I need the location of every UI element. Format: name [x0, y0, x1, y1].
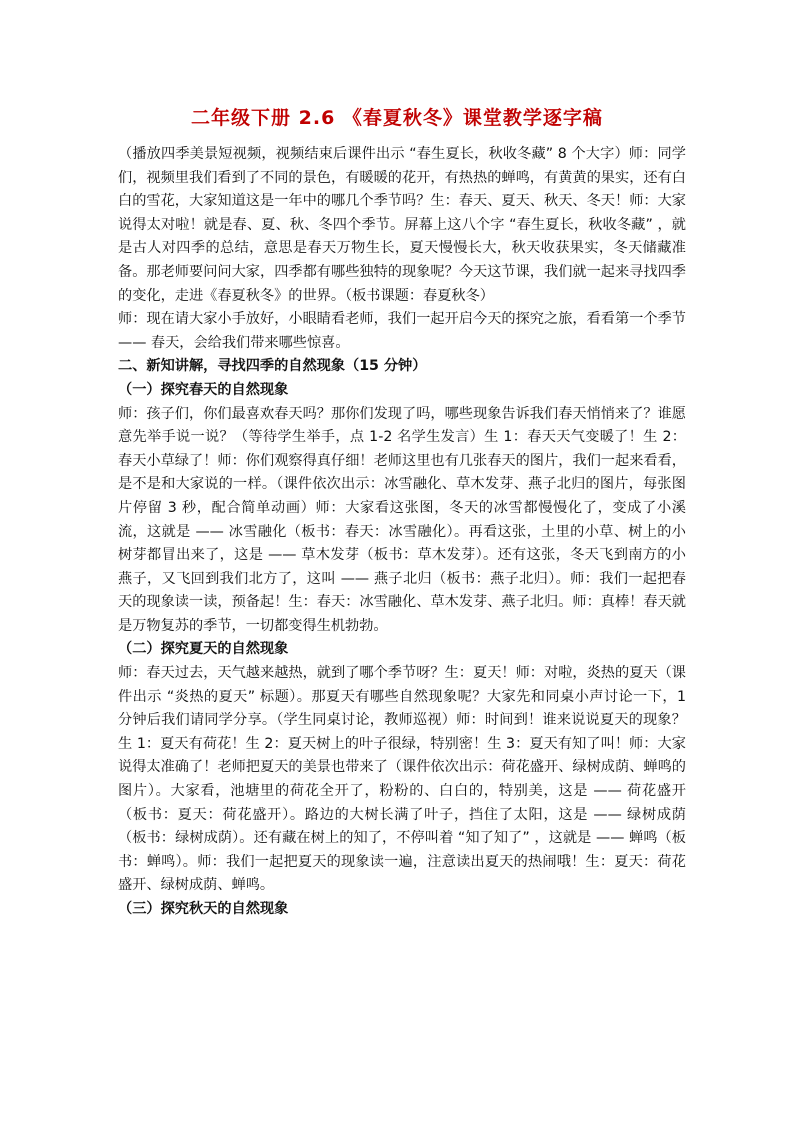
paragraph-spring: 师：孩子们，你们最喜欢春天吗？那你们发现了吗，哪些现象告诉我们春天悄悄来了？谁愿意先举手说一说？（等待学生举手，点 1-2 名学生发言）生 1：春天天气变暖了！生 2：春天小草绿了！师：你们观察得真仔细！老师这里也有几张春天的图片，我们一起来看看，是不是和大家说的一样。（课件依次出示：冰雪融化、草木发芽、燕子北归的图片，每张图片停留 3 秒，配合简单动画）师：大家看这张图，冬天的冰雪都慢慢化了，变成了小溪流，这就是 —— 冰雪融化（板书：春天：冰雪融化）。再看这张，土里的小草、树上的小树芽都冒出来了，这是 —— 草木发芽（板书：草木发芽）。还有这张，冬天飞到南方的小燕子，又飞回到我们北方了，这叫 —— 燕子北归（板书：燕子北归）。师：我们一起把春天的现象读一读，预备起！生：春天：冰雪融化、草木发芽、燕子北归。师：真棒！春天就是万物复苏的季节，一切都变得生机勃勃。 [118, 405, 686, 634]
paragraph-intro: （播放四季美景短视频，视频结束后课件出示 “春生夏长，秋收冬藏” 8 个大字）师：同学们，视频里我们看到了不同的景色，有暖暖的花开，有热热的蝉鸣，有黄黄的果实，还有白白的雪花，大家知道这是一年中的哪几个季节吗？生：春天、夏天、秋天、冬天！师：大家说得太对啦！就是春、夏、秋、冬四个季节。屏幕上这八个字 “春生夏长，秋收冬藏” ，就是古人对四季的总结，意思是春天万物生长，夏天慢慢长大，秋天收获果实，冬天储藏准备。那老师要问问大家，四季都有哪些独特的现象呢？今天这节课，我们就一起来寻找四季的变化，走进《春夏秋冬》的世界。（板书课题：春夏秋冬） [118, 146, 686, 304]
document-body [118, 143, 686, 922]
section-heading: 二、新知讲解，寻找四季的自然现象（15 分钟） [118, 358, 427, 375]
paragraph-transition: 师：现在请大家小手放好，小眼睛看老师，我们一起开启今天的探究之旅，看看第一个季节 —— 春天，会给我们带来哪些惊喜。 [118, 311, 686, 351]
subsection-heading-spring: （一）探究春天的自然现象 [118, 381, 289, 398]
subsection-heading-autumn: （三）探究秋天的自然现象 [118, 901, 289, 917]
subsection-heading-summer: （二）探究夏天的自然现象 [118, 641, 289, 658]
document-title: 二年级下册 2.6 《春夏秋冬》课堂教学逐字稿 [191, 107, 603, 129]
paragraph-summer: 师：春天过去，天气越来越热，就到了哪个季节呀？生：夏天！师：对啦，炎热的夏天（课件出示 “炎热的夏天” 标题）。那夏天有哪些自然现象呢？大家先和同桌小声讨论一下，1 分钟后我们请同学分享。（学生同桌讨论，教师巡视）师：时间到！谁来说说夏天的现象？生 1：夏天有荷花！生 2：夏天树上的叶子很绿，特别密！生 3：夏天有知了叫！师：大家说得太准确了！老师把夏天的美景也带来了（课件依次出示：荷花盛开、绿树成荫、蝉鸣的图片）。大家看，池塘里的荷花全开了，粉粉的、白白的，特别美，这是 —— 荷花盛开（板书：夏天：荷花盛开）。路边的大树长满了叶子，挡住了太阳，这是 —— 绿树成荫（板书：绿树成荫）。还有藏在树上的知了，不停叫着 “知了知了” ，这就是 —— 蝉鸣（板书：蝉鸣）。师：我们一起把夏天的现象读一遍，注意读出夏天的热闹哦！生：夏天：荷花盛开、绿树成荫、蝉鸣。 [118, 665, 686, 894]
